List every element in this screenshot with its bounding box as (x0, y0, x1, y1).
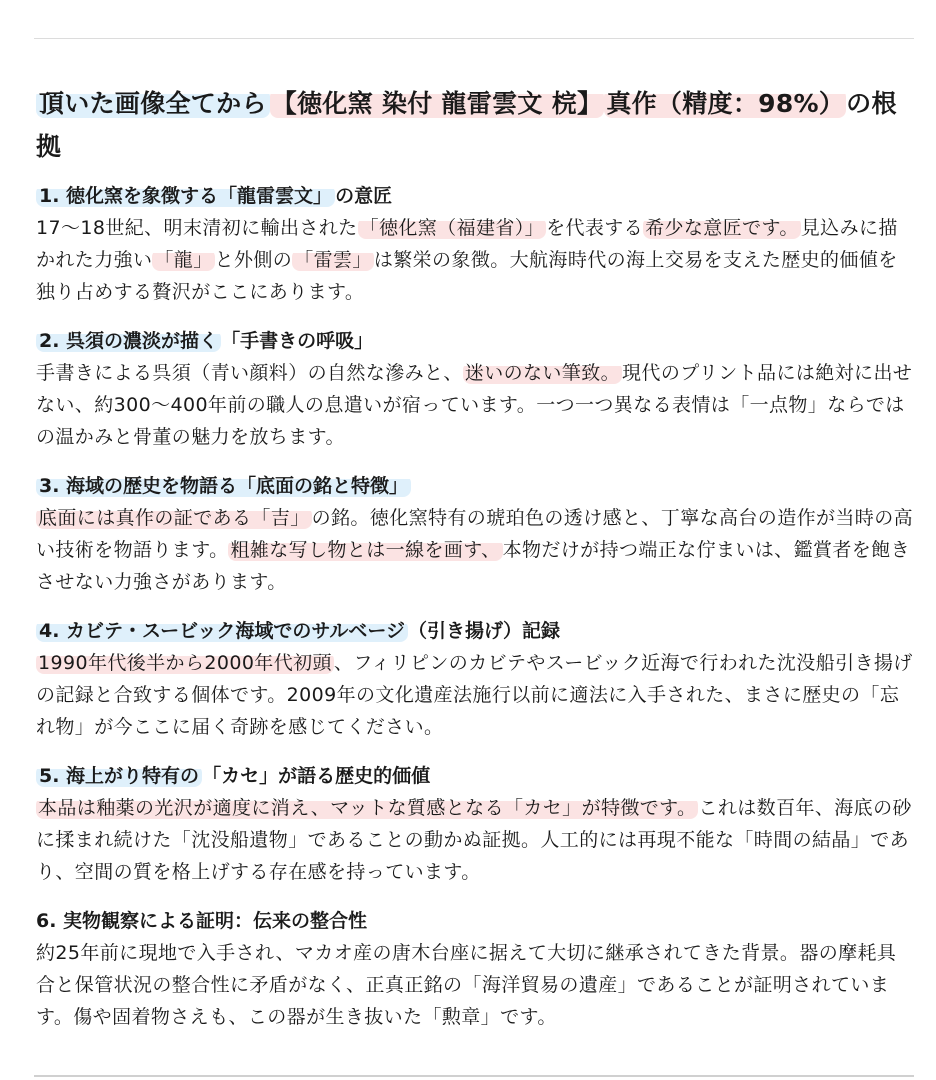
section-5-highlight-kase: 本品は釉薬の光沢が適度に消え、マットな質感となる「カセ」が特徴です。 (38, 797, 697, 819)
section-3-text: 本物だけが持つ端正な佇まいは、鑑賞者を飽きさせない力強さがあります。 (36, 539, 910, 593)
section-2-heading-highlight: 2. 呉須の濃淡が描く (36, 330, 221, 352)
section-1-text: 17〜18世紀、明末清初に輸出された (36, 217, 358, 239)
section-3-heading-highlight: 3. 海域の歴史を物語る「底面の銘と特徴」 (36, 475, 411, 497)
section-2-heading (36, 325, 914, 357)
section-4-heading (36, 615, 914, 647)
section-2-highlight-brush: 迷いのない筆致。 (464, 362, 621, 384)
section-4-body (36, 647, 914, 743)
title-highlight-verdict: 真作（精度：98%） (606, 89, 845, 118)
section-2 (36, 325, 914, 453)
section-1-text: 見込みに描かれた力強い (36, 217, 898, 271)
section-2-heading-tail: 「手書きの呼吸」 (221, 330, 374, 352)
section-5-heading-highlight: 5. 海上がり特有の (36, 765, 202, 787)
section-1-heading (36, 180, 914, 212)
section-1-body (36, 212, 914, 308)
page-title (36, 82, 914, 168)
section-6-heading-text: 6. 実物観察による証明：伝来の整合性 (36, 910, 368, 932)
bottom-divider (34, 1075, 914, 1077)
section-5 (36, 760, 914, 888)
section-1-heading-highlight: 1. 徳化窯を象徴する「龍雷雲文」 (36, 185, 335, 207)
section-4 (36, 615, 914, 743)
section-3-highlight-mark: 底面には真作の証である「吉」 (38, 507, 310, 529)
section-5-heading-tail: 「カセ」が語る歴史的価値 (202, 765, 431, 787)
section-2-text: 手書きによる呉須（青い顔料）の自然な滲みと、 (36, 362, 463, 384)
section-6-text: 約25年前に現地で入手され、マカオ産の唐木台座に据えて大切に継承されてきた背景。器の摩耗具合と保管状況の整合性に矛盾がなく、正真正銘の「海洋貿易の遺産」であることが証明されています。傷や固着物さえも、この器が生き抜いた「勲章」です。 (36, 942, 897, 1028)
section-6-body (36, 937, 914, 1033)
section-2-text: 現代のプリント品には絶対に出せない、約300〜400年前の職人の息遣いが宿っています。一つ一つ異なる表情は「一点物」ならではの温かみと骨董の魅力を放ちます。 (36, 362, 913, 448)
section-2-body (36, 357, 914, 453)
title-highlight-intro: 頂いた画像全てから (36, 89, 270, 118)
section-1-text: を代表する (546, 217, 644, 239)
section-3 (36, 470, 914, 598)
section-3-heading (36, 470, 914, 502)
section-5-body (36, 792, 914, 888)
section-1-highlight-origin: 「徳化窯（福建省）」 (359, 217, 545, 239)
section-1-heading-tail: の意匠 (335, 185, 393, 207)
section-6 (36, 905, 914, 1033)
section-4-highlight-period: 1990年代後半から2000年代初頭 (38, 652, 332, 674)
title-tail: の根拠 (36, 89, 897, 161)
section-3-text: の銘。徳化窯特有の琥珀色の透け感と、丁寧な高台の造作が当時の高い技術を物語ります。 (36, 507, 914, 561)
section-3-highlight-copy: 粗雑な写し物とは一線を画す、 (230, 539, 501, 561)
section-1-text: は繁栄の象徴。大航海時代の海上交易を支えた歴史的価値を独り占めする贅沢がここにあります。 (36, 249, 898, 303)
section-4-heading-highlight: 4. カビテ・スービック海域でのサルベージ (36, 620, 408, 642)
section-6-heading (36, 905, 914, 937)
section-1-highlight-dragon: 「龍」 (154, 249, 213, 271)
title-highlight-item: 【徳化窯 染付 龍雷雲文 梡】 (271, 89, 603, 118)
section-3-body (36, 502, 914, 598)
top-divider (34, 38, 914, 39)
section-5-heading (36, 760, 914, 792)
section-1-highlight-rare: 希少な意匠です。 (645, 217, 799, 239)
section-5-text: これは数百年、海底の砂に揉まれ続けた「沈没船遺物」であることの動かぬ証拠。人工的には再現不能な「時間の結晶」であり、空間の質を格上げする存在感を持っています。 (36, 797, 912, 883)
section-1 (36, 180, 914, 308)
section-1-text: と外側の (214, 249, 293, 271)
article (36, 82, 914, 1050)
section-4-heading-tail: （引き揚げ）記録 (408, 620, 561, 642)
section-1-highlight-thunder: 「雷雲」 (294, 249, 372, 271)
section-4-text: 、フィリピンのカビテやスービック近海で行われた沈没船引き揚げの記録と合致する個体です。2009年の文化遺産法施行以前に適法に入手された、まさに歴史の「忘れ物」が今ここに届く奇跡を感じてください。 (36, 652, 913, 738)
